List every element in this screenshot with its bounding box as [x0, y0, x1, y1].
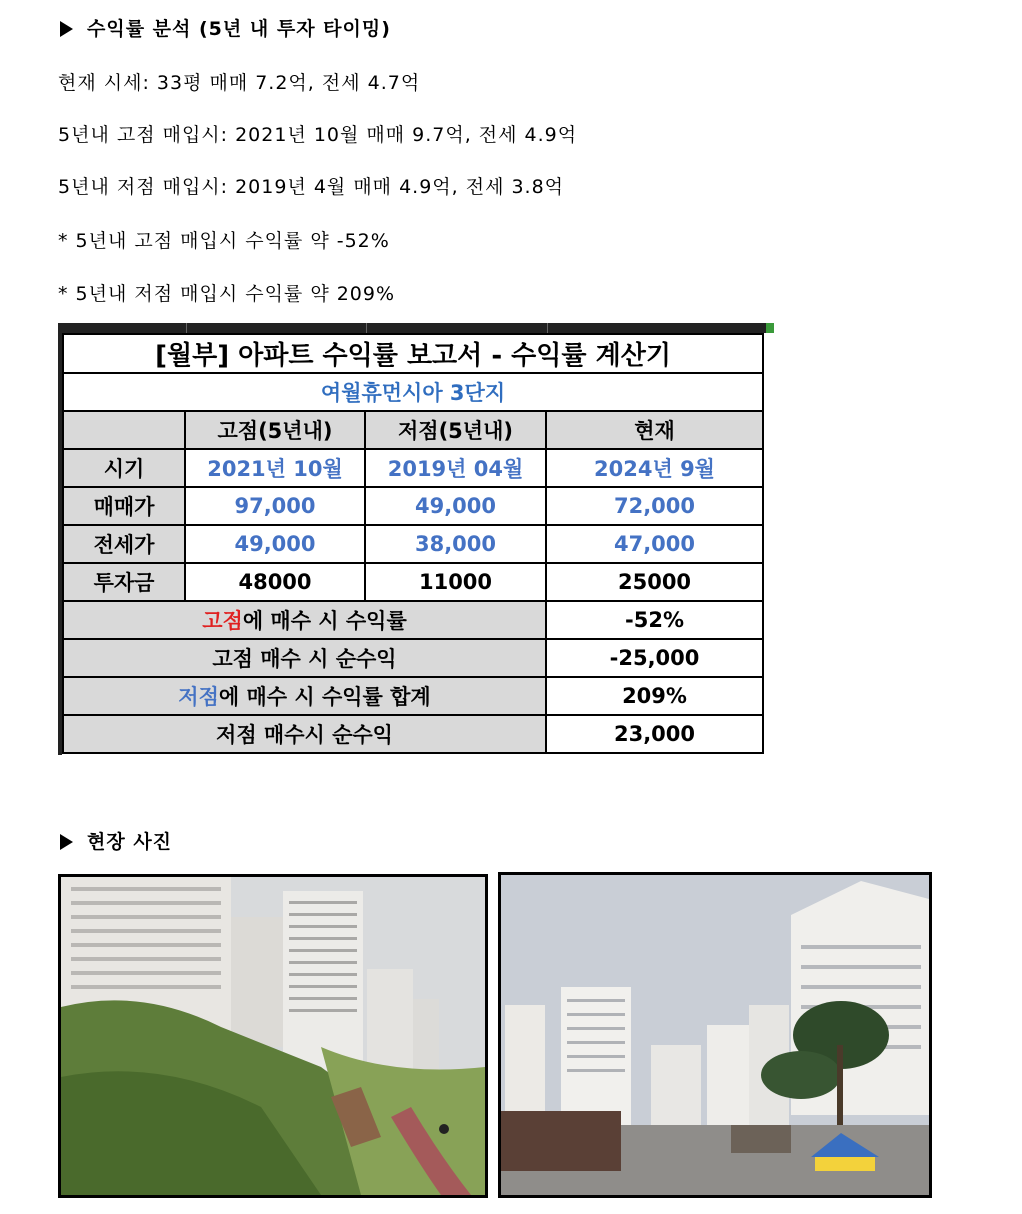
- entrance-photo-illustration: [501, 875, 929, 1195]
- summary-row: [63, 601, 763, 639]
- cell-value: 38,000: [365, 525, 546, 563]
- column-divider: [547, 323, 548, 333]
- site-photo-greenway: [58, 874, 488, 1198]
- header-high: 고점(5년내): [185, 411, 365, 449]
- cell-value: 11000: [365, 563, 546, 601]
- low-return-label-suffix: 에 매수 시 수익률 합계: [218, 685, 431, 709]
- cell-value: 72,000: [546, 487, 763, 525]
- high-return-label-suffix: 에 매수 시 수익률: [242, 609, 407, 633]
- summary-row: [63, 715, 763, 753]
- greenway-photo-illustration: [61, 877, 485, 1195]
- row-label: 전세가: [63, 525, 185, 563]
- high-return-value: -52%: [546, 601, 763, 639]
- cell-value: 2021년 10월: [185, 449, 365, 487]
- low-profit-value: 23,000: [546, 715, 763, 753]
- site-photo-entrance: [498, 872, 932, 1198]
- sheet-header-bar: [58, 323, 770, 333]
- section-title-text: 현장 사진: [87, 831, 173, 853]
- column-divider: [366, 323, 367, 333]
- high-profit-label: 고점 매수 시 순수익: [63, 639, 546, 677]
- cell-value: 47,000: [546, 525, 763, 563]
- cell-value: 25000: [546, 563, 763, 601]
- cell-value: 2024년 9월: [546, 449, 763, 487]
- summary-row: [63, 677, 763, 715]
- table-row: [63, 449, 763, 487]
- low-return-label: [63, 677, 546, 715]
- report-title: [월부] 아파트 수익률 보고서 - 수익률 계산기: [63, 334, 763, 373]
- row-label: 매매가: [63, 487, 185, 525]
- sheet-corner-marker: [766, 323, 774, 333]
- header-empty-cell: [63, 411, 185, 449]
- high-profit-value: -25,000: [546, 639, 763, 677]
- triangle-bullet-icon: [60, 834, 73, 850]
- cell-value: 2019년 04월: [365, 449, 546, 487]
- column-divider: [186, 323, 187, 333]
- low-point-highlight: 저점: [178, 685, 219, 709]
- current-price-line: 현재 시세: 33평 매매 7.2억, 전세 4.7억: [58, 72, 421, 94]
- return-calculator-table: [62, 333, 764, 754]
- header-low: 저점(5년내): [365, 411, 546, 449]
- triangle-bullet-icon: [60, 21, 73, 37]
- high-return-line: * 5년내 고점 매입시 수익률 약 -52%: [58, 230, 390, 252]
- row-label: 시기: [63, 449, 185, 487]
- high-return-label: [63, 601, 546, 639]
- low-return-line: * 5년내 저점 매입시 수익률 약 209%: [58, 283, 396, 305]
- high-point-line: 5년내 고점 매입시: 2021년 10월 매매 9.7억, 전세 4.9억: [58, 124, 578, 146]
- cell-value: 48000: [185, 563, 365, 601]
- low-return-value: 209%: [546, 677, 763, 715]
- cell-value: 97,000: [185, 487, 365, 525]
- table-row: [63, 487, 763, 525]
- header-current: 현재: [546, 411, 763, 449]
- return-calculator-sheet: [58, 323, 774, 755]
- summary-row: [63, 639, 763, 677]
- complex-name: 여월휴먼시아 3단지: [63, 373, 763, 411]
- section-title-site-photos: [60, 827, 172, 854]
- cell-value: 49,000: [365, 487, 546, 525]
- table-row: [63, 525, 763, 563]
- section-title-analysis: [60, 14, 391, 41]
- low-profit-label: 저점 매수시 순수익: [63, 715, 546, 753]
- low-point-line: 5년내 저점 매입시: 2019년 4월 매매 4.9억, 전세 3.8억: [58, 176, 565, 198]
- table-row: [63, 563, 763, 601]
- row-label: 투자금: [63, 563, 185, 601]
- high-point-highlight: 고점: [202, 609, 243, 633]
- cell-value: 49,000: [185, 525, 365, 563]
- section-title-text: 수익률 분석 (5년 내 투자 타이밍): [87, 18, 391, 40]
